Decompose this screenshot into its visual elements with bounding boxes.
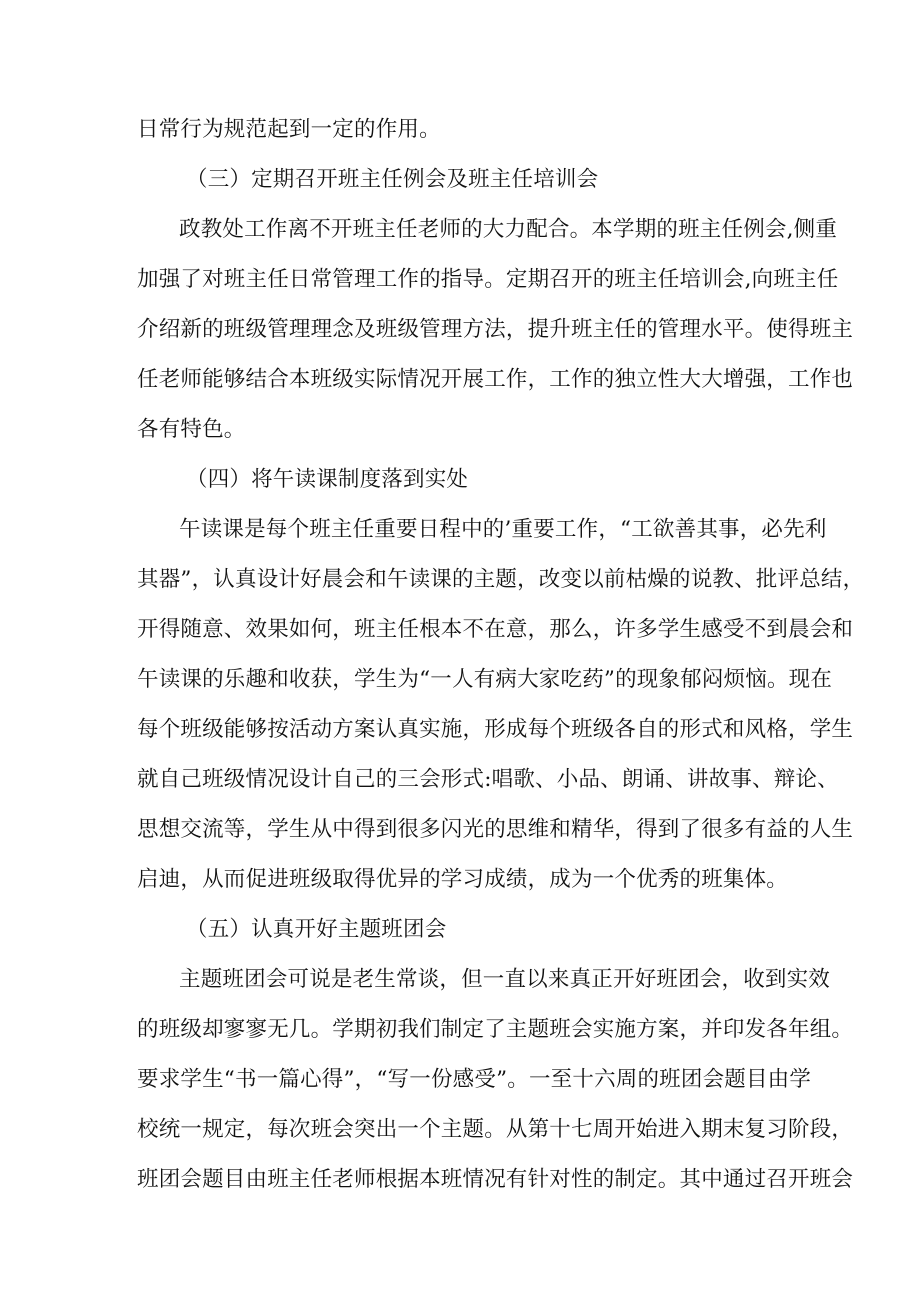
paragraph-line: 主题班团会可说是老生常谈，但一直以来真正开好班团会，收到实效	[179, 967, 831, 992]
paragraph-line: 班团会题目由班主任老师根据本班情况有针对性的制定。其中通过召开班会	[137, 1167, 854, 1192]
paragraph-line: 午读课是每个班主任重要日程中的’重要工作，“工欲善其事，必先利	[179, 517, 827, 542]
paragraph-line: 加强了对班主任日常管理工作的指导。定期召开的班主任培训会,向班主任	[137, 267, 839, 292]
paragraph-line: 各有特色。	[137, 417, 246, 442]
section-heading: （五）认真开好主题班团会	[186, 917, 447, 942]
paragraph-line: 介绍新的班级管理理念及班级管理方法，提升班主任的管理水平。使得班主	[137, 317, 854, 342]
paragraph-line: 开得随意、效果如何，班主任根本不在意，那么，许多学生感受不到晨会和	[137, 617, 854, 642]
section-heading: （三）定期召开班主任例会及班主任培训会	[186, 167, 599, 192]
paragraph-line: 午读课的乐趣和收获，学生为“一人有病大家吃药”的现象郁闷烦恼。现在	[137, 667, 833, 692]
paragraph-line: 启迪，从而促进班级取得优异的学习成绩，成为一个优秀的班集体。	[137, 867, 789, 892]
section-heading: （四）将午读课制度落到实处	[186, 467, 469, 492]
paragraph-line: 每个班级能够按活动方案认真实施，形成每个班级各自的形式和风格，学生	[137, 717, 854, 742]
paragraph-line: 其器”，认真设计好晨会和午读课的主题，改变以前枯燥的说教、批评总结，	[137, 567, 865, 592]
paragraph-line: 日常行为规范起到一定的作用。	[137, 117, 441, 142]
paragraph-line: 的班级却寥寥无几。学期初我们制定了主题班会实施方案，并印发各年组。	[137, 1017, 854, 1042]
paragraph-line: 就自己班级情况设计自己的三会形式:唱歌、小品、朗诵、讲故事、辩论、	[137, 767, 839, 792]
paragraph-line: 政教处工作离不开班主任老师的大力配合。本学期的班主任例会,侧重	[179, 217, 838, 242]
paragraph-line: 思想交流等，学生从中得到很多闪光的思维和精华，得到了很多有益的人生	[137, 817, 854, 842]
paragraph-line: 校统一规定，每次班会突出一个主题。从第十七周开始进入期末复习阶段，	[137, 1117, 854, 1142]
paragraph-line: 任老师能够结合本班级实际情况开展工作，工作的独立性大大增强，工作也	[137, 367, 854, 392]
paragraph-line: 要求学生“书一篇心得”，“写一份感受”。一至十六周的班团会题目由学	[137, 1067, 812, 1092]
